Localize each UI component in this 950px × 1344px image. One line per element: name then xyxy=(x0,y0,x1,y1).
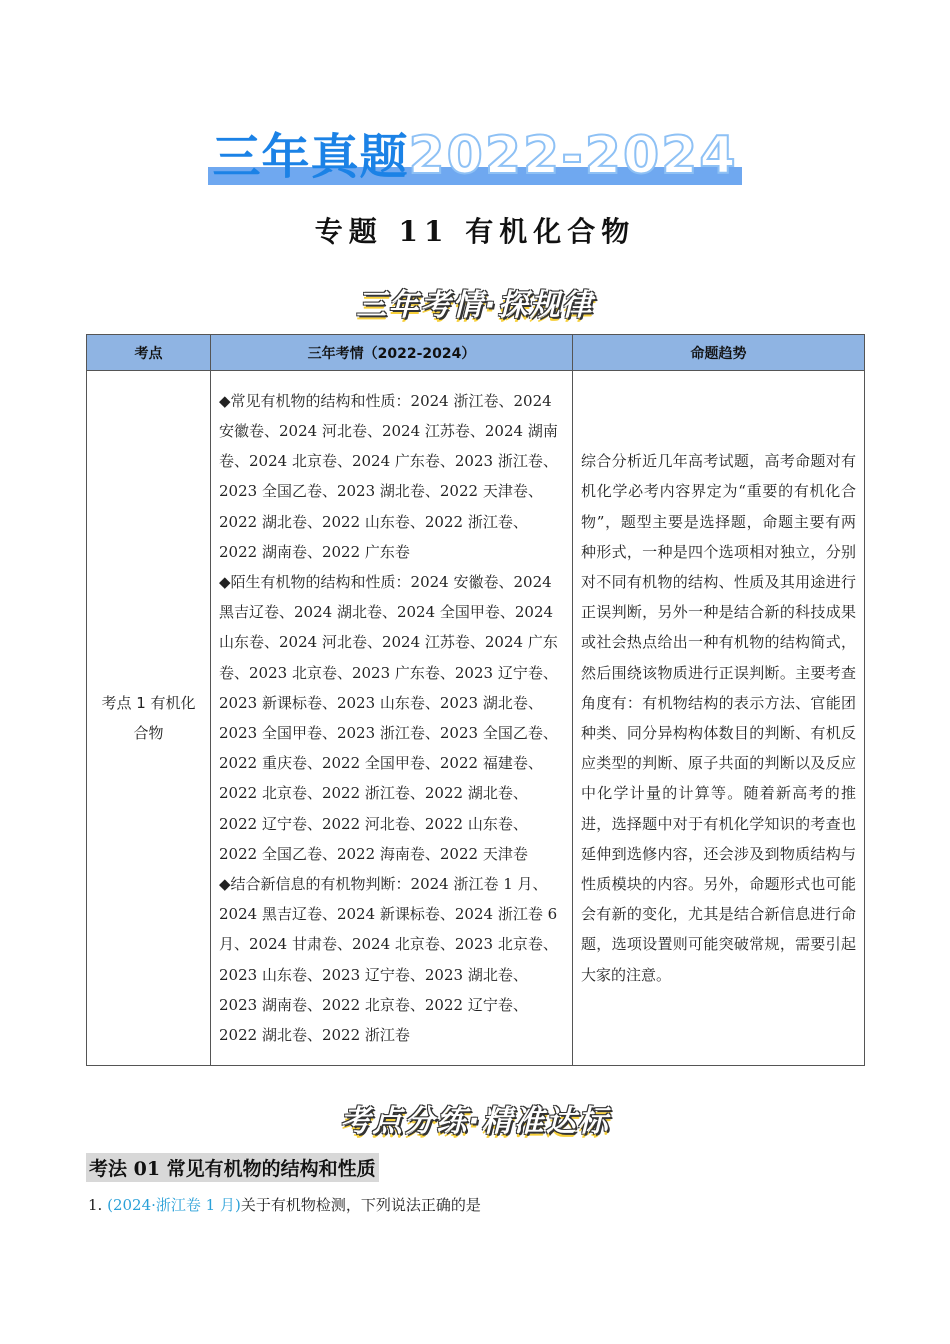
topic-cell: 考点 1 有机化合物 xyxy=(87,371,211,1066)
banner-years-text: 2022-2024 xyxy=(408,126,738,186)
header-trend: 命题趋势 xyxy=(573,335,865,371)
question-text: 关于有机物检测，下列说法正确的是 xyxy=(240,1196,481,1214)
title-banner xyxy=(0,118,950,187)
table-row xyxy=(87,371,865,1066)
exam-history-cell xyxy=(211,371,573,1066)
table-header-row xyxy=(87,335,865,371)
exam-para-common: ◆常见有机物的结构和性质：2024 浙江卷、2024 安徽卷、2024 河北卷、2024 江苏卷、2024 湖南卷、2024 北京卷、2024 广东卷、2023 浙江卷、2023 全国乙卷、2023 湖北卷、2022 天津卷、2022 湖北卷、2022 山东卷、2022 浙江卷、2022 湖南卷、2022 广东卷 xyxy=(219,391,558,561)
header-exam-history: 三年考情（2022-2024） xyxy=(211,335,573,371)
exam-para-new-info: ◆结合新信息的有机物判断：2024 浙江卷 1 月、2024 黑吉辽卷、2024 新课标卷、2024 浙江卷 6 月、2024 甘肃卷、2024 北京卷、2023 北京卷、2023 山东卷、2023 辽宁卷、2023 湖北卷、2023 湖南卷、2022 北京卷、2022 辽宁卷、2022 湖北卷、2022 浙江卷 xyxy=(219,875,558,1045)
topic-title: 专题 11 有机化合物 xyxy=(314,215,636,248)
section-title-analysis: 三年考情·探规律 xyxy=(356,288,594,323)
trend-cell: 综合分析近几年高考试题，高考命题对有机化学必考内容界定为“重要的有机化合物”，题型主要是选择题，命题主要有两种形式，一种是四个选项相对独立，分别对不同有机物的结构、性质及其用途进行正误判断，另外一种是结合新的科技成果或社会热点给出一种有机物的结构简式，然后围绕该物质进行正误判断。主要考查角度有：有机物结构的表示方法、官能团种类、同分异构构体数目的判断、有机反应类型的判断、原子共面的判断以及反应中化学计量的计算等。随着新高考的推进，选择题中对于有机化学知识的考查也延伸到选修内容，还会涉及到物质结构与性质模块的内容。另外，命题形式也可能会有新的变化，尤其是结合新信息进行命题，选项设置则可能突破常规，需要引起大家的注意。 xyxy=(573,371,865,1066)
exam-analysis-table xyxy=(86,334,865,1066)
question-1 xyxy=(88,1194,481,1215)
question-source: (2024·浙江卷 1 月) xyxy=(107,1196,241,1214)
section-title-practice: 考点分练·精准达标 xyxy=(340,1104,610,1139)
banner-main-text: 三年真题 xyxy=(212,129,409,185)
method-heading: 考法 01 常见有机物的结构和性质 xyxy=(86,1153,379,1182)
header-topic: 考点 xyxy=(87,335,211,371)
question-number: 1. xyxy=(88,1196,103,1214)
exam-para-unfamiliar: ◆陌生有机物的结构和性质：2024 安徽卷、2024 黑吉辽卷、2024 湖北卷、2024 全国甲卷、2024 山东卷、2024 河北卷、2024 江苏卷、2024 广东卷、2023 北京卷、2023 广东卷、2023 辽宁卷、2023 新课标卷、2023 山东卷、2023 湖北卷、2023 全国甲卷、2023 浙江卷、2023 全国乙卷、2022 重庆卷、2022 全国甲卷、2022 福建卷、2022 北京卷、2022 浙江卷、2022 湖北卷、2022 辽宁卷、2022 河北卷、2022 山东卷、2022 全国乙卷、2022 海南卷、2022 天津卷 xyxy=(219,572,558,863)
